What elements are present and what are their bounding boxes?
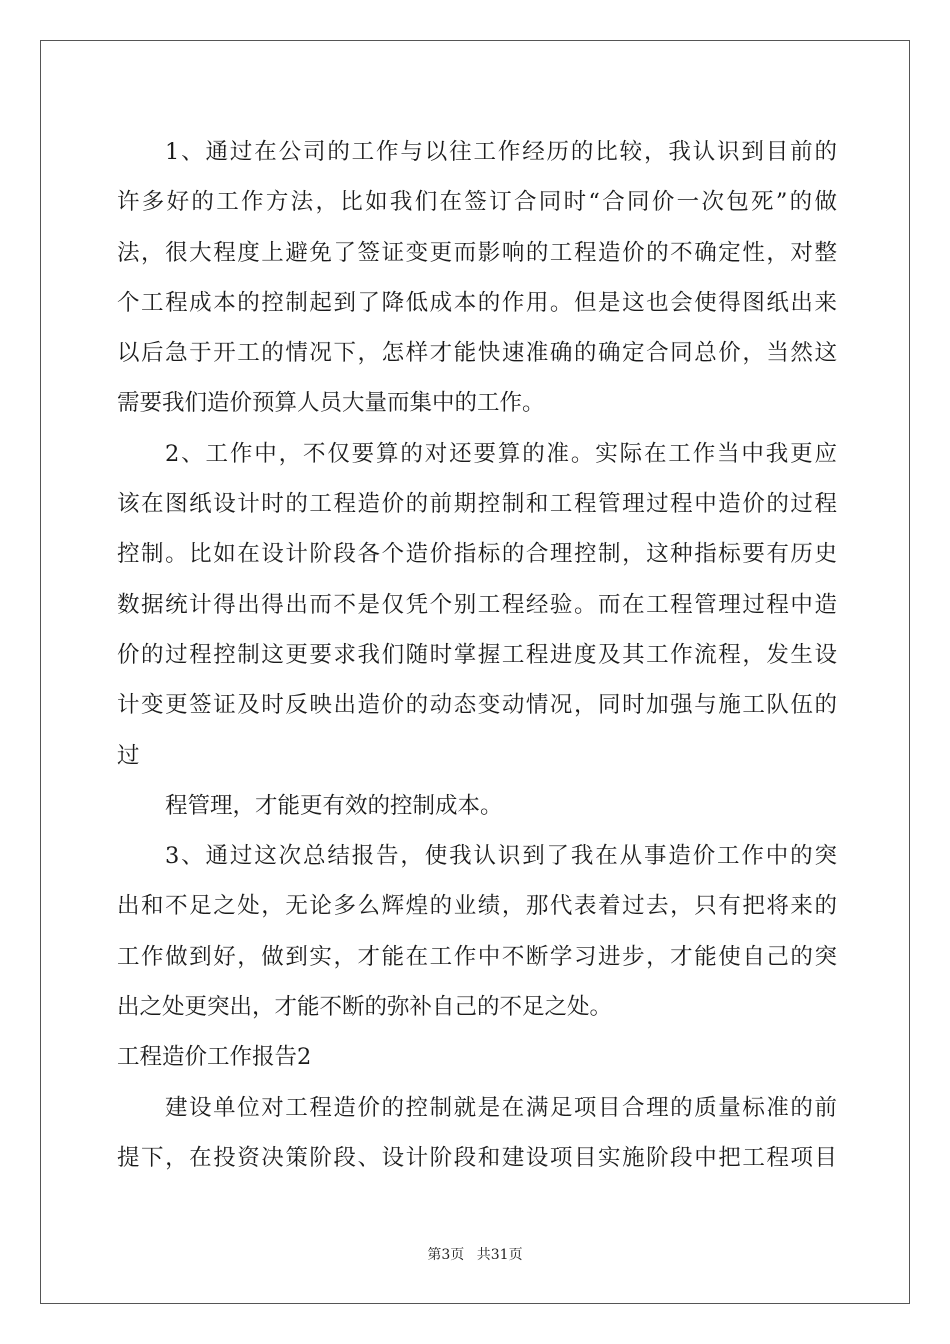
text-line: 过 [117,742,140,769]
text-line: 个工程成本的控制起到了降低成本的作用。但是这也会使得图纸出来 [117,289,837,316]
text-line: 出和不足之处，无论多么辉煌的业绩，那代表着过去，只有把将来的 [117,893,837,920]
text-line: 以后急于开工的情况下，怎样才能快速准确的确定合同总价，当然这 [117,340,837,367]
text-line: 法，很大程度上避免了签证变更而影响的工程造价的不确定性，对整 [117,239,837,266]
text-line: 计变更签证及时反映出造价的动态变动情况，同时加强与施工队伍的 [117,692,837,719]
section-heading: 工程造价工作报告2 [117,1044,312,1071]
text-line: 1、通过在公司的工作与以往工作经历的比较，我认识到目前的 [165,139,837,165]
total-pages: 共31页 [476,1247,523,1263]
text-line: 该在图纸设计时的工程造价的前期控制和工程管理过程中造价的过程 [117,491,837,518]
text-line: 数据统计得出得出而不是仅凭个别工程经验。而在工程管理过程中造 [117,591,837,618]
text-line: 程管理，才能更有效的控制成本。 [165,792,503,819]
text-line: 工作做到好，做到实，才能在工作中不断学习进步，才能使自己的突 [117,943,837,970]
page-footer [0,1244,950,1264]
document-body [117,127,837,1183]
text-line: 2、工作中，不仅要算的对还要算的准。实际在工作当中我更应 [165,440,837,467]
text-line: 价的过程控制这更要求我们随时掌握工程进度及其工作流程，发生设 [117,641,837,668]
text-line: 3、通过这次总结报告，使我认识到了我在从事造价工作中的突 [165,843,837,870]
text-line: 许多好的工作方法，比如我们在签订合同时“合同价一次包死”的做 [117,189,837,216]
text-line: 出之处更突出，才能不断的弥补自己的不足之处。 [117,994,613,1021]
text-line: 提下，在投资决策阶段、设计阶段和建设项目实施阶段中把工程项目 [117,1144,837,1171]
text-line: 需要我们造价预算人员大量而集中的工作。 [117,390,545,417]
page-number: 第3页 [427,1247,465,1263]
text-line: 建设单位对工程造价的控制就是在满足项目合理的质量标准的前 [165,1094,837,1121]
text-line: 控制。比如在设计阶段各个造价指标的合理控制，这种指标要有历史 [117,541,837,568]
